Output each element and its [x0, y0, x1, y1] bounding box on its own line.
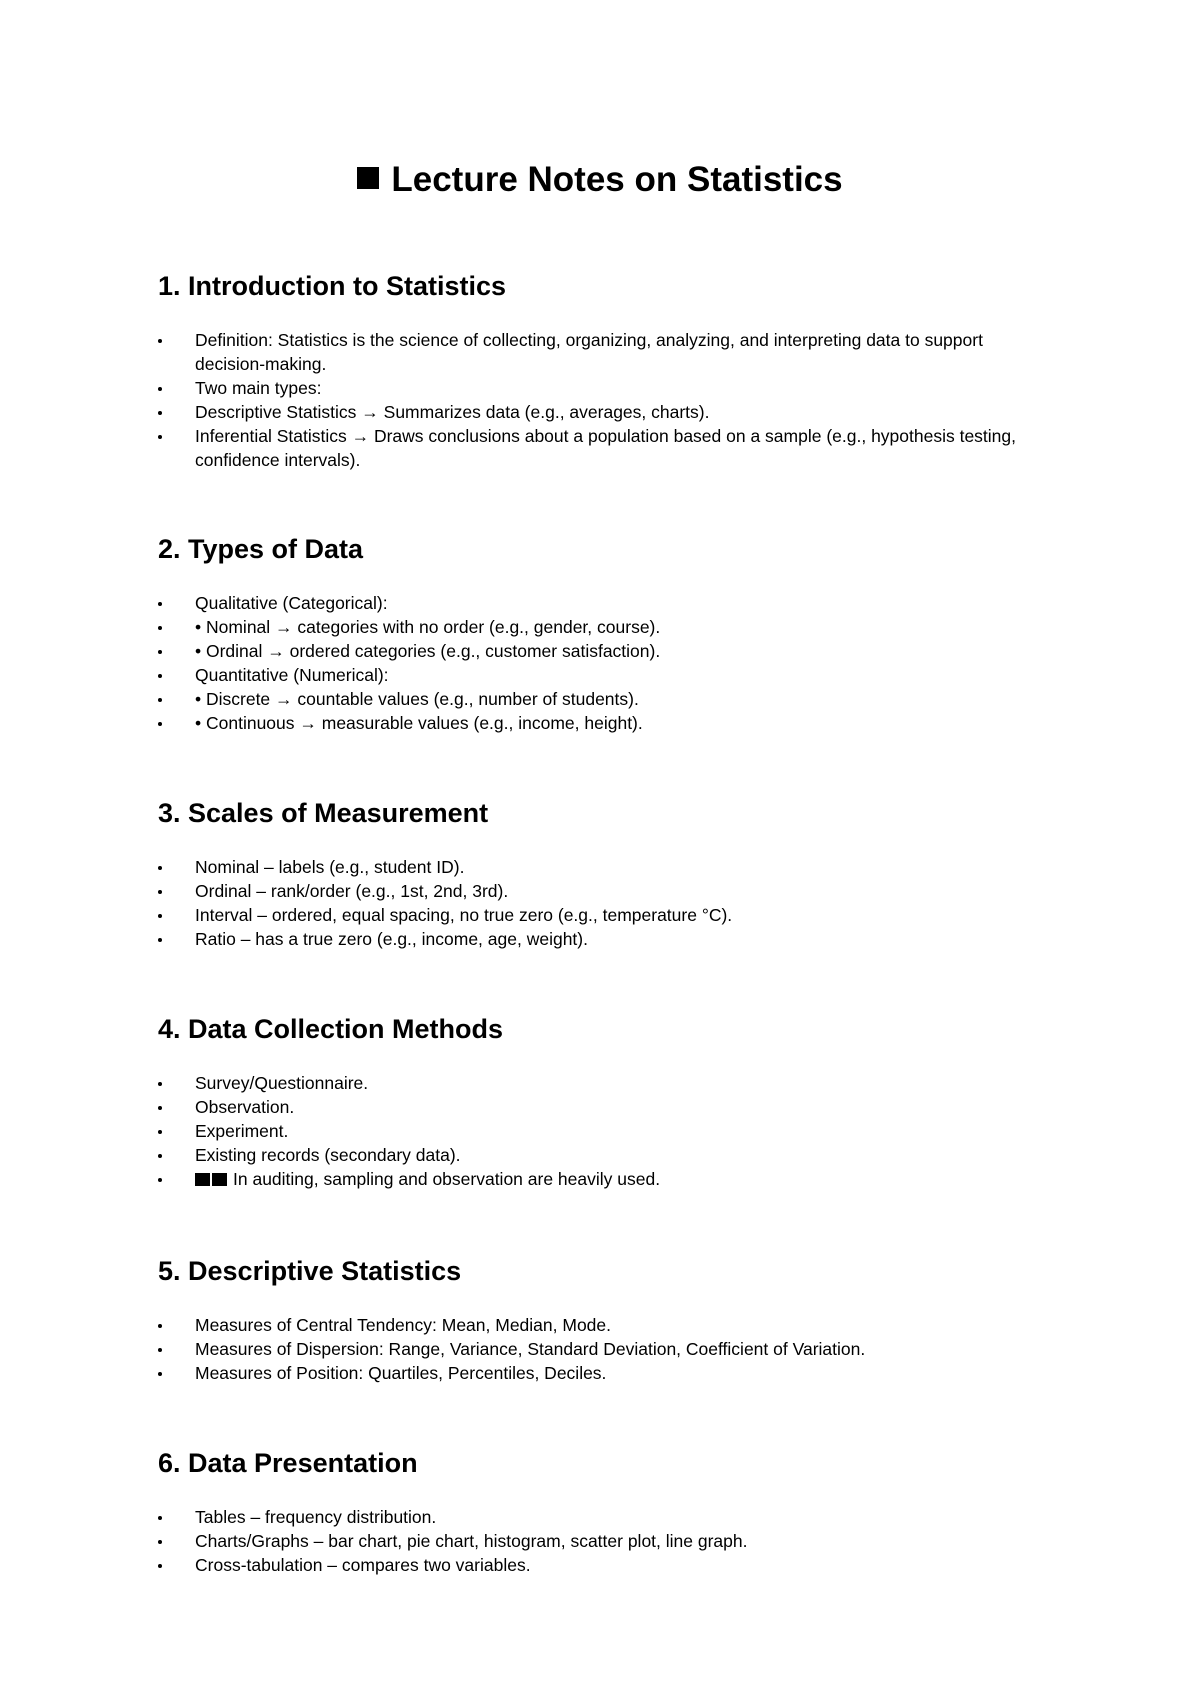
section-heading: 5. Descriptive Statistics: [158, 1256, 462, 1286]
section-heading: 2. Types of Data: [158, 534, 364, 564]
bullet-list: [158, 1313, 1042, 1385]
bullet-list: [158, 328, 1042, 472]
section-scales-of-measurement: [158, 793, 1042, 951]
section-heading: 3. Scales of Measurement: [158, 798, 489, 828]
list-item: Definition: Statistics is the science of collecting, organizing, analyzing, and interpreting data to support decision-making.: [158, 328, 1042, 376]
list-item: Observation.: [158, 1095, 1042, 1119]
bullet-list: [158, 591, 1042, 735]
list-item: Experiment.: [158, 1119, 1042, 1143]
section-heading: 4. Data Collection Methods: [158, 1014, 504, 1044]
list-item: Ratio – has a true zero (e.g., income, age, weight).: [158, 927, 1042, 951]
bullet-list: [158, 1505, 1042, 1577]
list-item: [158, 1167, 1042, 1191]
list-item-text: In auditing, sampling and observation are heavily used.: [233, 1169, 661, 1189]
section-types-of-data: [158, 529, 1042, 735]
list-item: Qualitative (Categorical):: [158, 591, 1042, 615]
list-item: Descriptive Statistics → Summarizes data (e.g., averages, charts).: [158, 400, 1042, 424]
list-item: • Nominal → categories with no order (e.g., gender, course).: [158, 615, 1042, 639]
list-item: Measures of Dispersion: Range, Variance, Standard Deviation, Coefficient of Variation.: [158, 1337, 1042, 1361]
list-item: Cross-tabulation – compares two variables.: [158, 1553, 1042, 1577]
list-item: Existing records (secondary data).: [158, 1143, 1042, 1167]
list-item: Interval – ordered, equal spacing, no true zero (e.g., temperature °C).: [158, 903, 1042, 927]
list-item: • Continuous → measurable values (e.g., income, height).: [158, 711, 1042, 735]
list-item: Measures of Position: Quartiles, Percentiles, Deciles.: [158, 1361, 1042, 1385]
bullet-list: [158, 1071, 1042, 1191]
section-heading: 1. Introduction to Statistics: [158, 271, 507, 301]
page-title-text: Lecture Notes on Statistics: [391, 160, 843, 199]
list-item: Charts/Graphs – bar chart, pie chart, histogram, scatter plot, line graph.: [158, 1529, 1042, 1553]
section-introduction: [158, 266, 1042, 472]
list-item: Tables – frequency distribution.: [158, 1505, 1042, 1529]
black-box-icon: [212, 1173, 227, 1186]
black-box-icon: [195, 1173, 210, 1186]
section-heading: 6. Data Presentation: [158, 1448, 418, 1478]
list-item: Ordinal – rank/order (e.g., 1st, 2nd, 3rd).: [158, 879, 1042, 903]
page-title: [158, 0, 1042, 204]
list-item: Survey/Questionnaire.: [158, 1071, 1042, 1095]
list-item: Quantitative (Numerical):: [158, 663, 1042, 687]
section-data-collection-methods: [158, 1009, 1042, 1191]
section-descriptive-statistics: [158, 1251, 1042, 1385]
list-item: Inferential Statistics → Draws conclusions about a population based on a sample (e.g., hypothesis testing, confidence intervals).: [158, 424, 1042, 472]
list-item: • Ordinal → ordered categories (e.g., customer satisfaction).: [158, 639, 1042, 663]
list-item: Two main types:: [158, 376, 1042, 400]
list-item: Measures of Central Tendency: Mean, Median, Mode.: [158, 1313, 1042, 1337]
black-square-icon: [357, 167, 379, 189]
list-item: Nominal – labels (e.g., student ID).: [158, 855, 1042, 879]
list-item: • Discrete → countable values (e.g., number of students).: [158, 687, 1042, 711]
section-data-presentation: [158, 1443, 1042, 1577]
bullet-list: [158, 855, 1042, 951]
